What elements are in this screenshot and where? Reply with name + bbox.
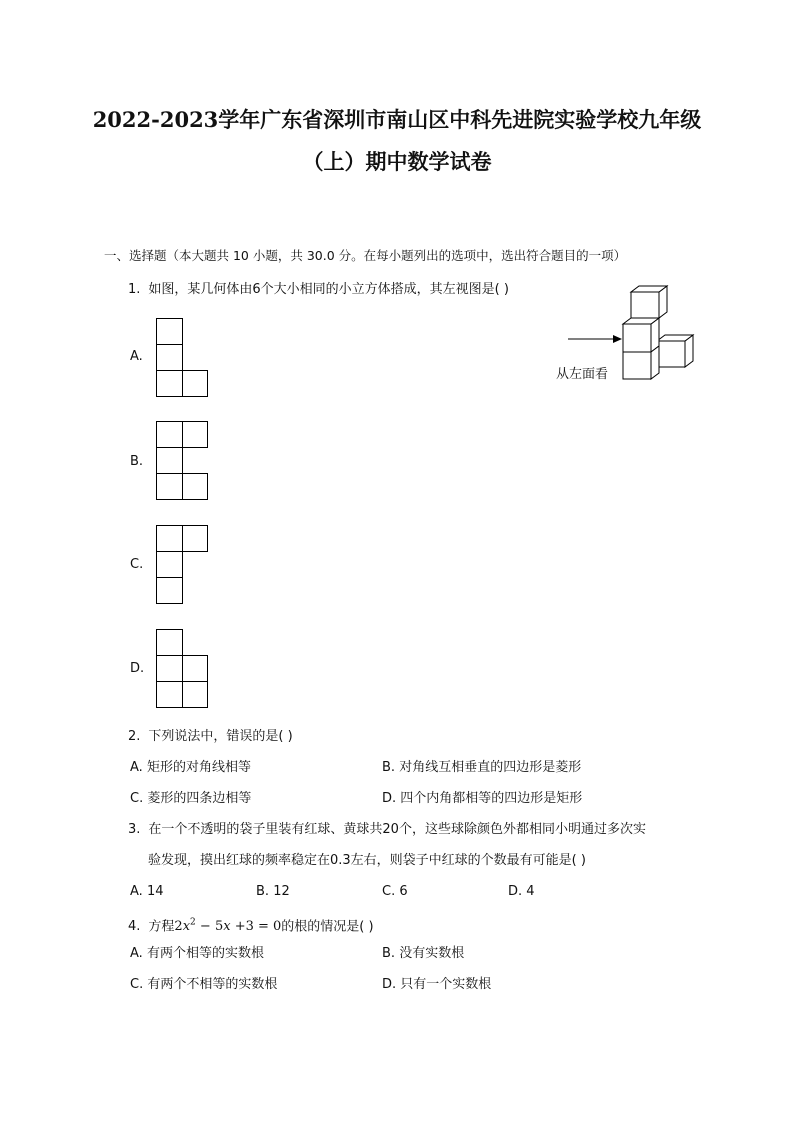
- q1-option-a-figure[interactable]: [156, 318, 216, 398]
- q3-option-b[interactable]: [256, 884, 290, 900]
- option-letter: C.: [130, 791, 144, 806]
- option-text: 没有实数根: [399, 946, 465, 961]
- option-letter: C.: [130, 977, 144, 992]
- question-4: [128, 915, 374, 935]
- option-letter: D.: [382, 977, 397, 992]
- question-2: [128, 729, 293, 745]
- option-letter: D.: [508, 884, 523, 899]
- option-letter: B.: [382, 946, 396, 961]
- q3-option-d[interactable]: [508, 884, 535, 900]
- q4-option-b[interactable]: [382, 946, 464, 962]
- option-text: 对角线互相垂直的四边形是菱形: [399, 760, 582, 775]
- question-text: 如图，某几何体由6个大小相同的小立方体搭成，其左视图是( ): [148, 282, 509, 297]
- question-text-line1: 在一个不透明的袋子里装有红球、黄球共20个，这些球除颜色外都相同小明通过多次实: [148, 822, 646, 837]
- q1-option-b-letter[interactable]: B.: [130, 454, 144, 469]
- option-text: 只有一个实数根: [400, 977, 492, 992]
- exam-title-line1: 2022-2023学年广东省深圳市南山区中科先进院实验学校九年级: [92, 107, 702, 132]
- option-text: 14: [146, 884, 164, 899]
- q1-option-b-figure[interactable]: [156, 421, 216, 501]
- q4-option-d[interactable]: [382, 977, 491, 993]
- q2-option-d[interactable]: [382, 791, 582, 807]
- figure-caption: 从左面看: [556, 367, 609, 382]
- question-3: [128, 822, 646, 838]
- question-1: [128, 282, 509, 298]
- q1-option-c-figure[interactable]: [156, 525, 216, 605]
- section-heading: 一、选择题（本大题共 10 小题，共 30.0 分。在每小题列出的选项中，选出符合题目的一项）: [104, 248, 627, 263]
- option-text: 菱形的四条边相等: [147, 791, 252, 806]
- option-letter: B.: [382, 760, 396, 775]
- question-number: 1.: [128, 282, 141, 297]
- option-letter: A.: [130, 946, 143, 961]
- q1-option-a-letter[interactable]: A.: [130, 349, 143, 364]
- q2-option-b[interactable]: [382, 760, 581, 776]
- equation: $2x^2 - 5x +3 = 0$: [174, 918, 282, 935]
- q2-option-c[interactable]: [130, 791, 251, 807]
- q4-option-c[interactable]: [130, 977, 277, 993]
- option-letter: A.: [130, 760, 143, 775]
- option-text: 有两个不相等的实数根: [147, 977, 278, 992]
- question-3-line2: 验发现，摸出红球的频率稳定在0.3左右，则袋子中红球的个数最有可能是( ): [148, 853, 586, 868]
- option-text: 四个内角都相等的四边形是矩形: [400, 791, 583, 806]
- question-text-post: 的根的情况是( ): [281, 919, 374, 935]
- q1-option-d-letter[interactable]: D.: [130, 661, 145, 676]
- option-text: 6: [399, 884, 408, 899]
- q4-option-a[interactable]: [130, 946, 264, 962]
- q1-option-c-letter[interactable]: C.: [130, 557, 144, 572]
- option-letter: C.: [382, 884, 396, 899]
- option-letter: B.: [256, 884, 270, 899]
- option-text: 12: [273, 884, 290, 899]
- q3-option-c[interactable]: [382, 884, 408, 900]
- option-letter: A.: [130, 884, 143, 899]
- q1-option-d-figure[interactable]: [156, 629, 216, 709]
- option-text: 有两个相等的实数根: [146, 946, 264, 961]
- q2-option-a[interactable]: [130, 760, 251, 776]
- question-number: 4.: [128, 919, 141, 935]
- option-letter: D.: [382, 791, 397, 806]
- exam-title-line2: （上）期中数学试卷: [302, 149, 492, 174]
- question-number: 3.: [128, 822, 141, 837]
- q3-option-a[interactable]: [130, 884, 163, 900]
- option-text: 4: [526, 884, 535, 899]
- option-text: 矩形的对角线相等: [146, 760, 251, 775]
- question-number: 2.: [128, 729, 141, 744]
- question-text: 下列说法中，错误的是( ): [148, 729, 293, 744]
- question-text-pre: 方程: [148, 919, 175, 935]
